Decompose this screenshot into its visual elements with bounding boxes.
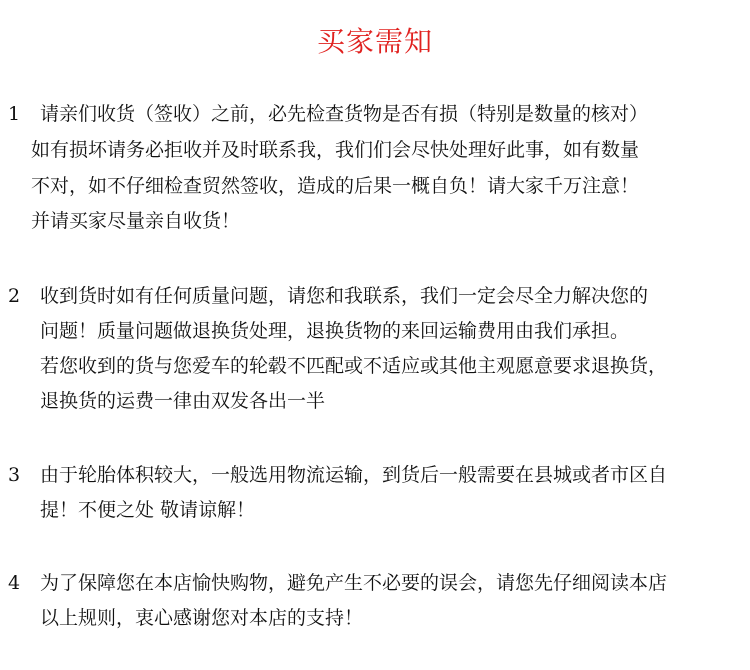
notice-line: 退换货的运费一律由双发各出一半: [40, 390, 326, 412]
notice-line: 若您收到的货与您爱车的轮毂不匹配或不适应或其他主观愿意要求退换货，: [40, 355, 668, 377]
notice-number: 2: [8, 285, 21, 307]
notice-number: 1: [8, 103, 21, 125]
notice-line: 并请买家尽量亲自收货！: [31, 210, 241, 232]
notice-number: 4: [8, 572, 21, 594]
notice-line: 由于轮胎体积较大，一般选用物流运输，到货后一般需要在县城或者市区自: [40, 464, 668, 486]
notice-line: 提！不便之处 敬请谅解！: [40, 499, 256, 521]
page-title: 买家需知: [316, 25, 433, 58]
notice-line: 如有损坏请务必拒收并及时联系我，我们们会尽快处理好此事，如有数量: [31, 139, 640, 161]
notice-line: 以上规则，衷心感谢您对本店的支持！: [40, 607, 364, 629]
notice-line: 请亲们收货（签收）之前，必先检查货物是否有损（特别是数量的核对）: [40, 103, 649, 125]
notice-line: 为了保障您在本店愉快购物，避免产生不必要的误会，请您先仔细阅读本店: [40, 572, 668, 594]
notice-line: 收到货时如有任何质量问题，请您和我联系，我们一定会尽全力解决您的: [40, 285, 649, 307]
notice-line: 不对，如不仔细检查贸然签收，造成的后果一概自负！请大家千万注意！: [31, 175, 640, 197]
notice-number: 3: [8, 464, 21, 486]
notice-line: 问题！质量问题做退换货处理，退换货物的来回运输费用由我们承担。: [40, 320, 630, 342]
